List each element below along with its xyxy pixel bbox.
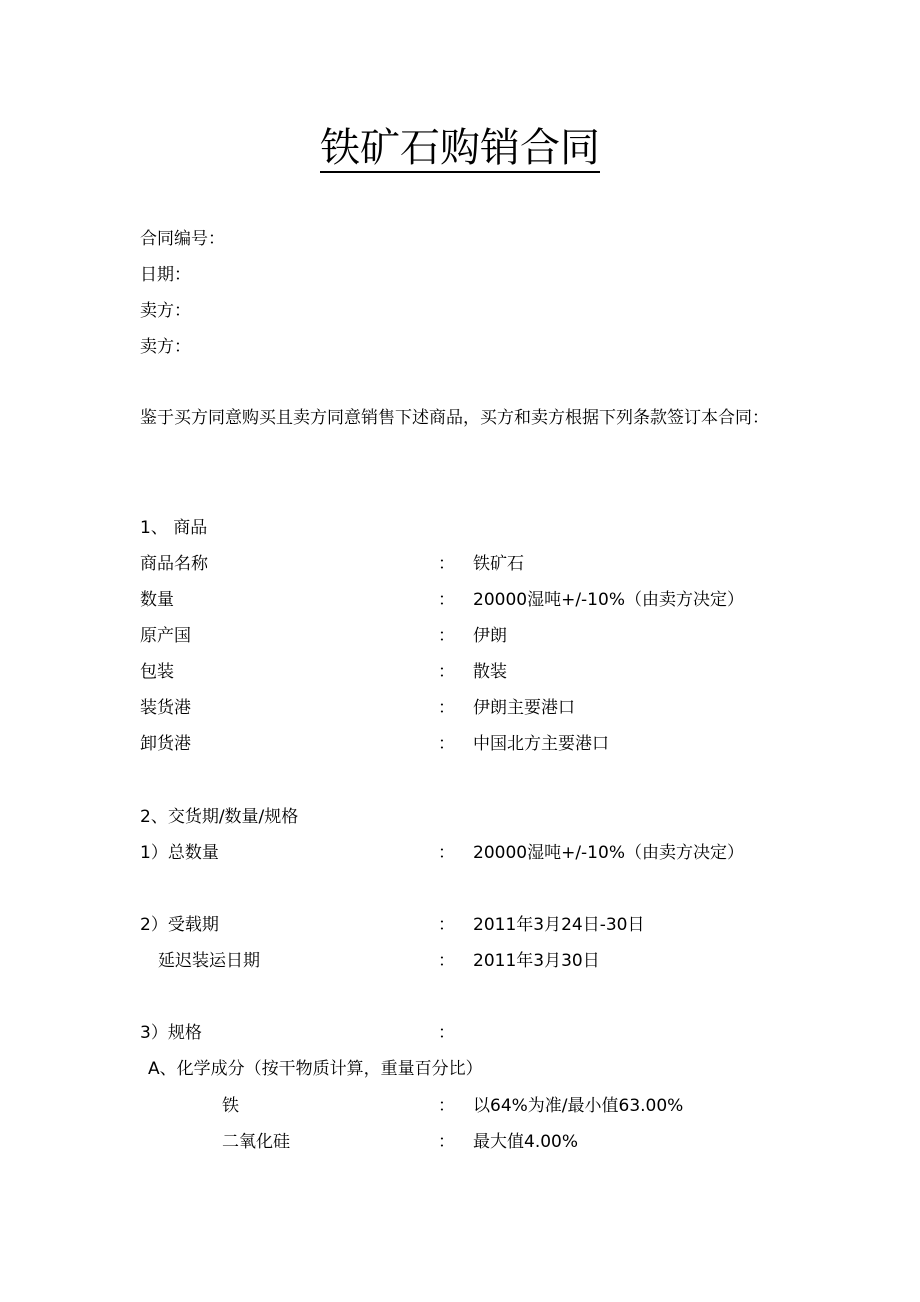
row-value: 20000湿吨+/-10%（由卖方决定） (473, 590, 744, 610)
row-key: 原产国 (140, 626, 191, 646)
row-key: 1）总数量 (140, 843, 219, 863)
section-2-heading: 2、交货期/数量/规格 (140, 807, 299, 827)
total-quantity-row (0, 840, 920, 866)
row-key: 铁 (222, 1096, 239, 1116)
row-key: 二氧化硅 (222, 1132, 290, 1152)
row-value: 铁矿石 (473, 554, 524, 574)
row-colon: ： (438, 1023, 455, 1043)
row-colon: ： (438, 626, 455, 646)
row-key: 商品名称 (140, 554, 208, 574)
row-value: 20000湿吨+/-10%（由卖方决定） (473, 843, 744, 863)
section-1-heading: 1、 商品 (140, 518, 208, 538)
document-title (0, 118, 920, 178)
row-value: 2011年3月30日 (473, 951, 600, 971)
seller-label: 卖方： (140, 301, 191, 321)
row-value: 伊朗 (473, 626, 507, 646)
row-value: 2011年3月24日-30日 (473, 915, 645, 935)
party-label: 卖方： (140, 337, 191, 357)
loading-port-row (0, 695, 920, 721)
quantity-row (0, 587, 920, 613)
row-key: 数量 (140, 590, 174, 610)
row-value: 伊朗主要港口 (473, 698, 575, 718)
chemical-composition-heading: A、化学成分（按干物质计算，重量百分比） (148, 1059, 483, 1079)
commodity-row (0, 551, 920, 577)
row-colon: ： (438, 734, 455, 754)
spec-row (0, 1020, 920, 1046)
row-colon: ： (438, 1096, 455, 1116)
silica-row (0, 1129, 920, 1155)
row-colon: ： (438, 1132, 455, 1152)
date-label: 日期： (140, 265, 191, 285)
iron-row (0, 1093, 920, 1119)
row-key: 卸货港 (140, 734, 191, 754)
row-key: 延迟装运日期 (158, 951, 260, 971)
row-value: 最大值4.00% (473, 1132, 579, 1152)
row-colon: ： (438, 662, 455, 682)
row-colon: ： (438, 590, 455, 610)
intro-paragraph: 鉴于买方同意购买且卖方同意销售下述商品，买方和卖方根据下列条款签订本合同： (140, 408, 769, 428)
row-colon: ： (438, 554, 455, 574)
row-colon: ： (438, 698, 455, 718)
row-colon: ： (438, 843, 455, 863)
laycan-row (0, 912, 920, 938)
row-key: 包装 (140, 662, 174, 682)
delay-shipment-row (0, 948, 920, 974)
row-value: 散装 (473, 662, 507, 682)
row-value: 中国北方主要港口 (473, 734, 609, 754)
title-text: 铁矿石购销合同 (320, 125, 600, 171)
packing-row (0, 659, 920, 685)
contract-number-label: 合同编号： (140, 229, 225, 249)
row-value: 以64%为准/最小值63.00% (473, 1096, 684, 1116)
row-key: 装货港 (140, 698, 191, 718)
row-key: 3）规格 (140, 1023, 202, 1043)
discharge-port-row (0, 731, 920, 757)
row-colon: ： (438, 951, 455, 971)
row-colon: ： (438, 915, 455, 935)
origin-row (0, 623, 920, 649)
row-key: 2）受载期 (140, 915, 219, 935)
